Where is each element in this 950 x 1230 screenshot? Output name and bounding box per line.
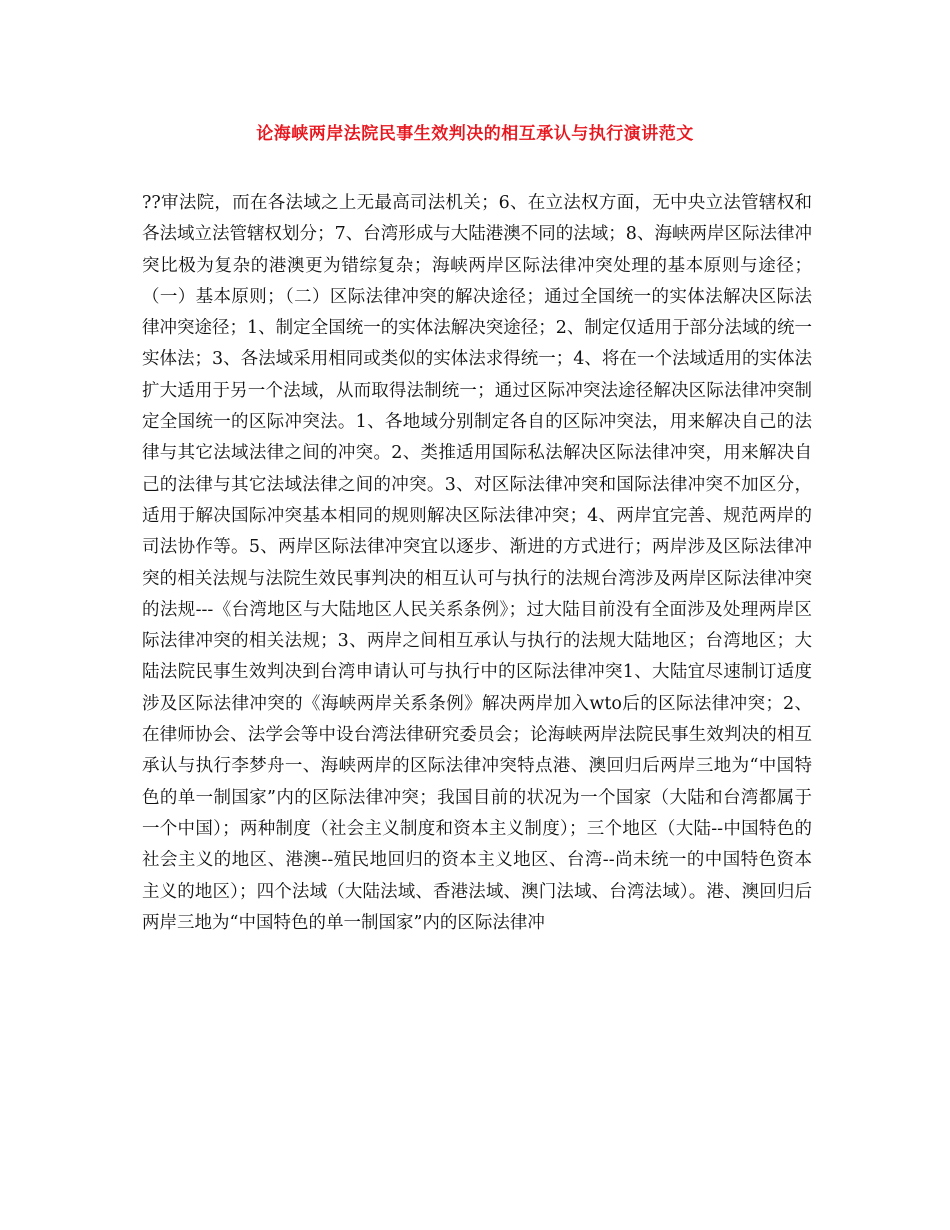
document-title: 论海峡两岸法院民事生效判决的相互承认与执行演讲范文 xyxy=(256,124,694,144)
document-body: ??审法院，而在各法域之上无最高司法机关；6、在立法权方面，无中央立法管辖权和各法域立法管辖权划分；7、台湾形成与大陆港澳不同的法域；8、海峡两岸区际法律冲突比极为复杂的港澳更为错综复杂；海峡两岸区际法律冲突处理的基本原则与途径；（一）基本原则；（二）区际法律冲突的解决途径；通过全国统一的实体法解决区际法律冲突途径；1、制定全国统一的实体法解决突途径；2、制定仅适用于部分法域的统一实体法；3、各法域采用相同或类似的实体法求得统一；4、将在一个法域适用的实体法扩大适用于另一个法域，从而取得法制统一；通过区际冲突法途径解决区际法律冲突制定全国统一的区际冲突法。1、各地域分别制定各自的区际冲突法，用来解决自己的法律与其它法域法律之间的冲突。2、类推适用国际私法解决区际法律冲突，用来解决自己的法律与其它法域法律之间的冲突。3、对区际法律冲突和国际法律冲突不加区分，适用于解决国际冲突基本相同的规则解决区际法律冲突；4、两岸宜完善、规范两岸的司法协作等。5、两岸区际法律冲突宜以逐步、渐进的方式进行；两岸涉及区际法律冲突的相关法规与法院生效民事判决的相互认可与执行的法规台湾涉及两岸区际法律冲突的法规---《台湾地区与大陆地区人民关系条例》；过大陆目前没有全面涉及处理两岸区际法律冲突的相关法规；3、两岸之间相互承认与执行的法规大陆地区；台湾地区；大陆法院民事生效判决到台湾申请认可与执行中的区际法律冲突1、大陆宜尽速制订适度涉及区际法律冲突的《海峡两岸关系条例》解决两岸加入wto后的区际法律冲突；2、在律师协会、法学会等中设台湾法律研究委员会；论海峡两岸法院民事生效判决的相互承认与执行李梦舟一、海峡两岸的区际法律冲突特点港、澳回归后两岸三地为“中国特色的单一制国家”内的区际法律冲突；我国目前的状况为一个国家（大陆和台湾都属于一个中国）；两种制度（社会主义制度和资本主义制度）；三个地区（大陆--中国特色的社会主义的地区、港澳--殖民地回归的资本主义地区、台湾--尚未统一的中国特色资本主义的地区）；四个法域（大陆法域、香港法域、澳门法域、台湾法域）。港、澳回归后两岸三地为“中国特色的单一制国家”内的区际法律冲 xyxy=(142,193,812,933)
